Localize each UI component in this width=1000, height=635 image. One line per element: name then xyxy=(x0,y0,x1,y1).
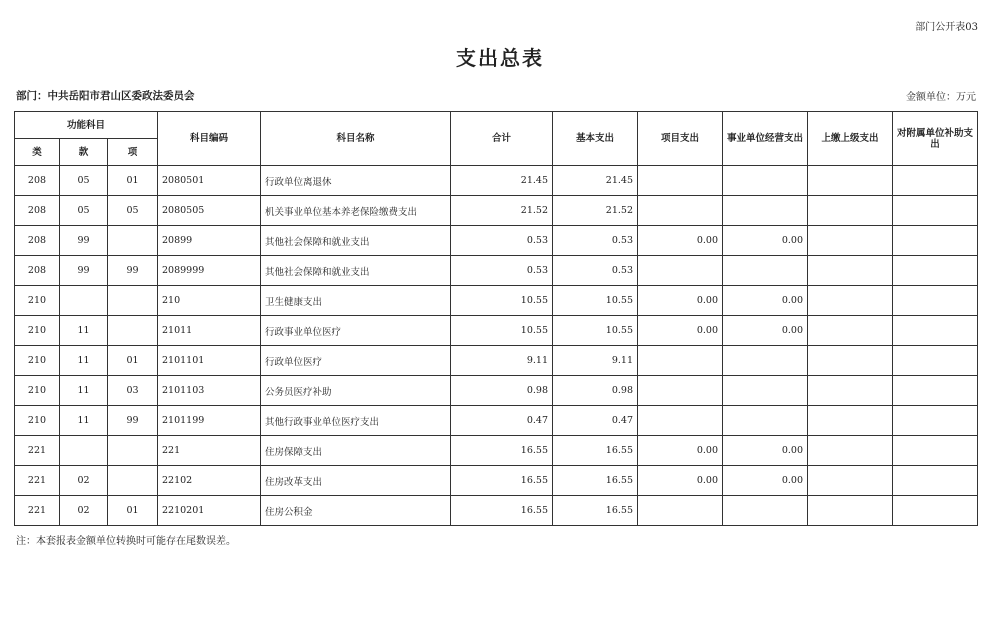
cell-business xyxy=(723,406,808,436)
cell-total: 16.55 xyxy=(451,496,553,526)
cell-xiang: 01 xyxy=(108,346,158,376)
header-subsidy: 对附属单位补助支出 xyxy=(893,112,978,166)
cell-business xyxy=(723,346,808,376)
cell-total: 0.98 xyxy=(451,376,553,406)
cell-kuan: 11 xyxy=(60,346,108,376)
cell-kuan: 11 xyxy=(60,376,108,406)
cell-lei: 210 xyxy=(15,406,60,436)
page-title: 支出总表 xyxy=(456,46,544,70)
cell-lei: 210 xyxy=(15,286,60,316)
cell-subsidy xyxy=(893,376,978,406)
table-row xyxy=(15,316,978,346)
cell-code: 20899 xyxy=(158,226,261,256)
cell-upper xyxy=(808,346,893,376)
cell-code: 221 xyxy=(158,436,261,466)
cell-basic: 21.45 xyxy=(553,166,638,196)
cell-basic: 10.55 xyxy=(553,316,638,346)
cell-project xyxy=(638,376,723,406)
cell-basic: 0.98 xyxy=(553,376,638,406)
cell-subsidy xyxy=(893,496,978,526)
cell-business: 0.00 xyxy=(723,226,808,256)
cell-code: 2101101 xyxy=(158,346,261,376)
cell-subsidy xyxy=(893,466,978,496)
cell-code: 22102 xyxy=(158,466,261,496)
cell-lei: 221 xyxy=(15,466,60,496)
cell-basic: 16.55 xyxy=(553,436,638,466)
cell-xiang: 05 xyxy=(108,196,158,226)
cell-lei: 210 xyxy=(15,316,60,346)
cell-subsidy xyxy=(893,166,978,196)
cell-lei: 221 xyxy=(15,436,60,466)
cell-total: 10.55 xyxy=(451,286,553,316)
cell-business xyxy=(723,196,808,226)
cell-upper xyxy=(808,406,893,436)
cell-name: 行政单位医疗 xyxy=(261,346,451,376)
header-row-top xyxy=(15,112,978,139)
cell-lei: 210 xyxy=(15,346,60,376)
cell-basic: 10.55 xyxy=(553,286,638,316)
cell-basic: 16.55 xyxy=(553,496,638,526)
cell-name: 住房改革支出 xyxy=(261,466,451,496)
cell-xiang: 01 xyxy=(108,496,158,526)
department-label: 部门：中共岳阳市君山区委政法委员会 xyxy=(16,90,195,102)
cell-code: 2089999 xyxy=(158,256,261,286)
cell-xiang xyxy=(108,436,158,466)
cell-total: 0.47 xyxy=(451,406,553,436)
cell-subsidy xyxy=(893,256,978,286)
cell-basic: 9.11 xyxy=(553,346,638,376)
cell-project xyxy=(638,196,723,226)
cell-lei: 208 xyxy=(15,166,60,196)
cell-business: 0.00 xyxy=(723,316,808,346)
cell-project xyxy=(638,166,723,196)
cell-total: 21.52 xyxy=(451,196,553,226)
table-row xyxy=(15,346,978,376)
table-row xyxy=(15,436,978,466)
cell-lei: 208 xyxy=(15,256,60,286)
cell-code: 2080505 xyxy=(158,196,261,226)
header-name: 科目名称 xyxy=(261,112,451,166)
table-row xyxy=(15,376,978,406)
cell-total: 9.11 xyxy=(451,346,553,376)
form-code-label: 部门公开表03 xyxy=(915,22,978,33)
cell-kuan: 99 xyxy=(60,226,108,256)
cell-xiang xyxy=(108,466,158,496)
cell-name: 其他行政事业单位医疗支出 xyxy=(261,406,451,436)
header-xiang: 项 xyxy=(108,139,158,166)
cell-subsidy xyxy=(893,436,978,466)
cell-name: 行政事业单位医疗 xyxy=(261,316,451,346)
cell-basic: 16.55 xyxy=(553,466,638,496)
cell-kuan: 02 xyxy=(60,496,108,526)
cell-kuan: 05 xyxy=(60,166,108,196)
cell-business: 0.00 xyxy=(723,466,808,496)
cell-upper xyxy=(808,496,893,526)
cell-subsidy xyxy=(893,196,978,226)
cell-business xyxy=(723,256,808,286)
cell-name: 其他社会保障和就业支出 xyxy=(261,226,451,256)
table-body xyxy=(15,166,978,526)
cell-business xyxy=(723,496,808,526)
cell-name: 公务员医疗补助 xyxy=(261,376,451,406)
cell-code: 21011 xyxy=(158,316,261,346)
cell-project xyxy=(638,406,723,436)
header-business: 事业单位经营支出 xyxy=(723,112,808,166)
header-code: 科目编码 xyxy=(158,112,261,166)
cell-project: 0.00 xyxy=(638,226,723,256)
table-row xyxy=(15,496,978,526)
header-upper: 上缴上级支出 xyxy=(808,112,893,166)
cell-upper xyxy=(808,436,893,466)
cell-basic: 0.47 xyxy=(553,406,638,436)
cell-project xyxy=(638,256,723,286)
cell-basic: 0.53 xyxy=(553,256,638,286)
cell-name: 住房公积金 xyxy=(261,496,451,526)
table-row xyxy=(15,196,978,226)
cell-kuan xyxy=(60,286,108,316)
cell-subsidy xyxy=(893,406,978,436)
cell-basic: 21.52 xyxy=(553,196,638,226)
cell-upper xyxy=(808,226,893,256)
cell-kuan xyxy=(60,436,108,466)
header-lei: 类 xyxy=(15,139,60,166)
cell-business xyxy=(723,376,808,406)
cell-upper xyxy=(808,466,893,496)
cell-kuan: 11 xyxy=(60,316,108,346)
cell-code: 2101103 xyxy=(158,376,261,406)
cell-project: 0.00 xyxy=(638,436,723,466)
cell-name: 其他社会保障和就业支出 xyxy=(261,256,451,286)
cell-xiang: 99 xyxy=(108,256,158,286)
cell-upper xyxy=(808,286,893,316)
cell-subsidy xyxy=(893,286,978,316)
cell-upper xyxy=(808,166,893,196)
cell-kuan: 02 xyxy=(60,466,108,496)
cell-total: 21.45 xyxy=(451,166,553,196)
cell-upper xyxy=(808,316,893,346)
cell-subsidy xyxy=(893,316,978,346)
cell-subsidy xyxy=(893,346,978,376)
cell-upper xyxy=(808,256,893,286)
cell-business: 0.00 xyxy=(723,436,808,466)
cell-total: 16.55 xyxy=(451,466,553,496)
cell-subsidy xyxy=(893,226,978,256)
expenditure-table xyxy=(14,111,978,526)
cell-xiang: 01 xyxy=(108,166,158,196)
cell-code: 210 xyxy=(158,286,261,316)
cell-name: 行政单位离退休 xyxy=(261,166,451,196)
table-row xyxy=(15,256,978,286)
cell-business: 0.00 xyxy=(723,286,808,316)
header-project: 项目支出 xyxy=(638,112,723,166)
cell-xiang: 03 xyxy=(108,376,158,406)
header-func-subject: 功能科目 xyxy=(15,112,158,139)
cell-project xyxy=(638,496,723,526)
cell-total: 0.53 xyxy=(451,256,553,286)
cell-lei: 221 xyxy=(15,496,60,526)
header-total: 合计 xyxy=(451,112,553,166)
cell-code: 2210201 xyxy=(158,496,261,526)
amount-unit-label: 金额单位：万元 xyxy=(906,92,976,103)
cell-name: 住房保障支出 xyxy=(261,436,451,466)
cell-kuan: 11 xyxy=(60,406,108,436)
cell-basic: 0.53 xyxy=(553,226,638,256)
cell-xiang xyxy=(108,286,158,316)
cell-total: 0.53 xyxy=(451,226,553,256)
header-basic: 基本支出 xyxy=(553,112,638,166)
cell-lei: 208 xyxy=(15,196,60,226)
table-row xyxy=(15,166,978,196)
cell-total: 16.55 xyxy=(451,436,553,466)
cell-xiang: 99 xyxy=(108,406,158,436)
cell-project xyxy=(638,346,723,376)
cell-project: 0.00 xyxy=(638,316,723,346)
cell-code: 2080501 xyxy=(158,166,261,196)
footnote: 注：本套报表金额单位转换时可能存在尾数误差。 xyxy=(16,536,236,547)
cell-business xyxy=(723,166,808,196)
cell-kuan: 99 xyxy=(60,256,108,286)
cell-upper xyxy=(808,196,893,226)
cell-upper xyxy=(808,376,893,406)
cell-xiang xyxy=(108,226,158,256)
cell-code: 2101199 xyxy=(158,406,261,436)
header-kuan: 款 xyxy=(60,139,108,166)
cell-name: 机关事业单位基本养老保险缴费支出 xyxy=(261,196,451,226)
cell-kuan: 05 xyxy=(60,196,108,226)
table-row xyxy=(15,226,978,256)
cell-lei: 210 xyxy=(15,376,60,406)
table-row xyxy=(15,406,978,436)
cell-project: 0.00 xyxy=(638,466,723,496)
cell-project: 0.00 xyxy=(638,286,723,316)
cell-xiang xyxy=(108,316,158,346)
table-row xyxy=(15,286,978,316)
cell-name: 卫生健康支出 xyxy=(261,286,451,316)
table-row xyxy=(15,466,978,496)
cell-lei: 208 xyxy=(15,226,60,256)
cell-total: 10.55 xyxy=(451,316,553,346)
